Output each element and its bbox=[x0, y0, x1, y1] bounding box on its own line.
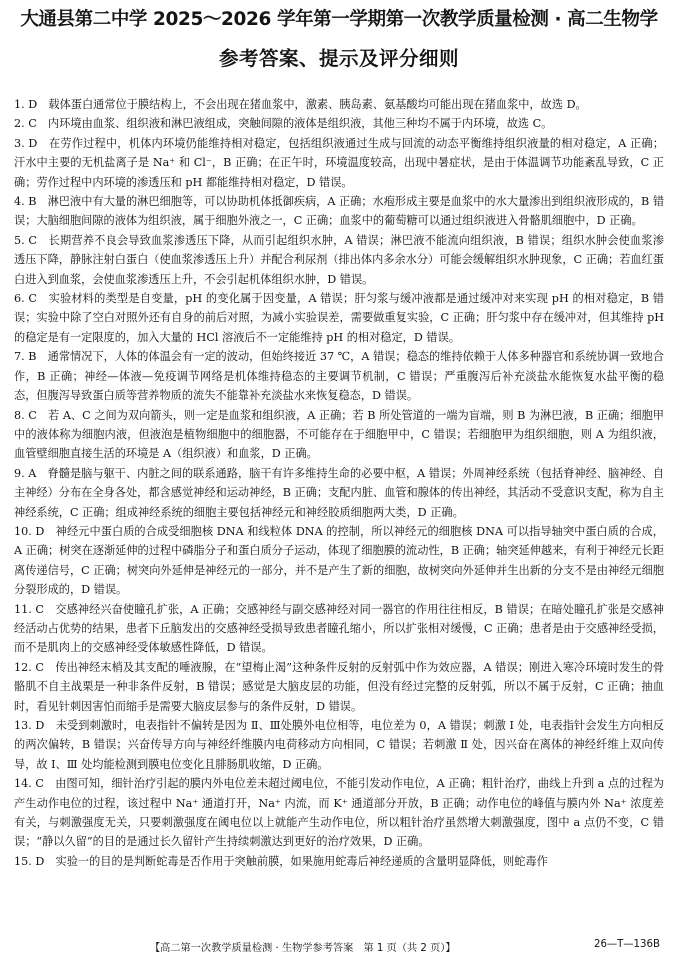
answer-item bbox=[14, 231, 664, 289]
answer-explanation: 传出神经末梢及其支配的唾液腺，在“望梅止渴”这种条件反射的反射弧中作为效应器，A 错误；刚进入寒冷环境时发生的骨骼肌不自主战栗是一种非条件反射，B 错误；感觉是大脑皮层的功能，但没有经过完整的反射弧，所以不属于反射，C 正确；抽血时，看见针刺因害怕而缩手是需要大脑皮层参与的条件反射，D 错误。 bbox=[14, 660, 664, 713]
answer-explanation: 实验一的目的是判断蛇毒是否作用于突触前膜，如果施用蛇毒后神经递质的含量明显降低，则蛇毒作 bbox=[55, 854, 548, 868]
answer-item bbox=[14, 852, 664, 871]
answer-item bbox=[14, 406, 664, 464]
answer-number: 15. D bbox=[14, 854, 45, 868]
answer-explanation: 载体蛋白通常位于膜结构上，不会出现在猪血浆中，激素、胰岛素、氨基酸均可能出现在猪血浆中，故选 D。 bbox=[48, 98, 587, 111]
answer-explanation: 实验材料的类型是自变量，pH 的变化属于因变量，A 错误；肝匀浆与缓冲液都是通过缓冲对来实现 pH 的相对稳定，B 错误；实验中除了空白对照外还有自身的前后对照，为减小实验误差，需要做重复实验，C 正确；肝匀浆中存在缓冲对，但其维持 pH 的稳定是有一定限度的，加入大量的 HCl 溶液后不一定能维持 pH 的相对稳定，D 错误。 bbox=[14, 292, 664, 344]
answer-explanation: 内环境由血浆、组织液和淋巴液组成，突触间隙的液体是组织液，其他三种均不属于内环境，故选 C。 bbox=[48, 117, 553, 131]
answer-item bbox=[14, 716, 664, 774]
answer-explanation: 由图可知，细针治疗引起的膜内外电位差未超过阈电位，不能引发动作电位，A 正确；粗针治疗，曲线上升到 a 点的过程为产生动作电位的过程，该过程中 Na⁺ 通道打开，Na⁺ 内流，而 K⁺ 通道部分开放，B 正确；动作电位的峰值与膜内外 Na⁺ 浓度差有关，与刺激强度无关，只要刺激强度在阈电位以上就能产生动作电位，所以粗针治疗虽然增大刺激强度，图中 a 点仍不变，C 错误；“静以久留”的目的是通过长久留针产生持续刺激达到更好的治疗效果，D 正确。 bbox=[14, 777, 664, 849]
footer-page-info: 【高二第一次教学质量检测 · 生物学参考答案 第 1 页（共 2 页）】 bbox=[150, 943, 456, 954]
answer-number: 7. B bbox=[14, 350, 37, 364]
answer-item bbox=[14, 464, 664, 522]
answer-explanation: 淋巴液中有大量的淋巴细胞等，可以协助机体抵御疾病，A 正确；水疱形成主要是血浆中的水大量渗出到组织液形成的，B 错误；大脑细胞间隙的液体为组织液，属于细胞外液之一，C 正确；血浆中的葡萄糖可以通过组织液进入骨骼肌细胞中，D 正确。 bbox=[14, 195, 664, 228]
answer-number: 12. C bbox=[14, 660, 44, 674]
answer-number: 4. B bbox=[14, 195, 37, 209]
answer-explanation: 长期营养不良会导致血浆渗透压下降，从而引起组织水肿，A 错误；淋巴液不能流向组织液，B 错误；组织水肿会使血浆渗透压下降，静脉注射白蛋白（使血浆渗透压上升）并配合利尿剂（排出体内多余水分）可能会缓解组织水肿现象，C 正确；若血红蛋白进入到血浆，会使血浆渗透压上升，不会引起机体组织水肿，D 错误。 bbox=[14, 233, 664, 286]
answer-number: 10. D bbox=[14, 524, 45, 538]
answer-explanation: 在劳作过程中，机体内环境仍能维持相对稳定，包括组织液通过生成与回流的动态平衡维持组织液量的相对稳定，A 正确；汗水中主要的无机盐离子是 Na⁺ 和 Cl⁻，B 正确；在正午时，环境温度较高，出现中暑症状，是由于体温调节功能紊乱导致，C 正确；劳作过程中内环境的渗透压和 pH 都能维持相对稳定，D 错误。 bbox=[14, 136, 664, 189]
answer-number: 6. C bbox=[14, 292, 37, 306]
answer-number: 9. A bbox=[14, 466, 37, 480]
page-title: 大通县第二中学 2025～2026 学年第一学期第一次教学质量检测 · 高二生物学 bbox=[20, 9, 658, 30]
answer-item bbox=[14, 289, 664, 347]
answer-number: 13. D bbox=[14, 719, 45, 732]
answer-explanation: 交感神经兴奋使瞳孔扩张，A 正确；交感神经与副交感神经对同一器官的作用往往相反，B 错误；在暗处瞳孔扩张是交感神经活动占优势的结果，患者下丘脑发出的交感神经受损导致患者瞳孔缩小，所以扩张相对缓慢，C 正确；患者是由于交感神经受损，而不是肌肉上的交感神经受体敏感性降低，D 错误。 bbox=[14, 602, 664, 655]
answer-item bbox=[14, 114, 664, 133]
answer-explanation: 未受到刺激时，电表指针不偏转是因为 Ⅱ、Ⅲ处膜外电位相等，电位差为 0，A 错误；刺激 Ⅰ 处，电表指针会发生方向相反的两次偏转，B 错误；兴奋传导方向与神经纤维膜内电荷移动方向相同，C 错误；若刺激 Ⅱ 处，因兴奋在离体的神经纤维上双向传导，故 Ⅰ、Ⅲ 处均能检测到膜电位变化且腓肠肌收缩，D 正确。 bbox=[14, 719, 664, 771]
answer-item bbox=[14, 134, 664, 192]
answer-explanation: 脊髓是脑与躯干、内脏之间的联系通路，脑干有许多维持生命的必要中枢，A 错误；外周神经系统（包括脊神经、脑神经、自主神经）分布在全身各处，都含感觉神经和运动神经，B 正确；支配内脏、血管和腺体的传出神经，其活动不受意识支配，称为自主神经系统，C 正确；组成神经系统的细胞主要包括神经元和神经胶质细胞两大类，D 正确。 bbox=[14, 466, 664, 519]
answer-explanation: 通常情况下，人体的体温会有一定的波动，但始终接近 37 ℃，A 错误；稳态的维持依赖于人体多种器官和系统协调一致地合作，B 正确；神经—体液—免疫调节网络是机体维持稳态的主要调节机制，C 错误；严重腹泻后补充淡盐水能恢复水盐平衡的稳态，但腹泻导致蛋白质等营养物质的流失不能靠补充淡盐水来恢复稳态，D 错误。 bbox=[14, 350, 664, 403]
page-subtitle: 参考答案、提示及评分细则 bbox=[218, 47, 459, 70]
answer-explanation: 神经元中蛋白质的合成受细胞核 DNA 和线粒体 DNA 的控制，所以神经元的细胞核 DNA 可以指导轴突中蛋白质的合成，A 正确；树突在逐渐延伸的过程中磷脂分子和蛋白质分子运动，体现了细胞膜的流动性，B 正确；轴突延伸越来，有利于神经元长距离传递信号，C 正确；树突向外延伸是神经元的一部分，并不是产生了新的细胞，故树突向外延伸并生出新的分支不是由神经元细胞分裂形成的，D 错误。 bbox=[14, 524, 664, 597]
page-footer bbox=[0, 939, 678, 955]
answer-number: 2. C bbox=[14, 117, 37, 131]
answer-item bbox=[14, 600, 664, 658]
footer-document-code: 26—T—136B bbox=[594, 939, 660, 950]
answer-number: 3. D bbox=[14, 136, 38, 150]
answer-number: 1. D bbox=[14, 98, 38, 111]
answer-item bbox=[14, 192, 664, 231]
answer-number: 14. C bbox=[14, 777, 44, 791]
answer-list bbox=[14, 95, 664, 871]
answer-item bbox=[14, 774, 664, 852]
answer-number: 5. C bbox=[14, 233, 37, 247]
answer-number: 11. C bbox=[14, 602, 44, 616]
answer-item bbox=[14, 658, 664, 716]
answer-number: 8. C bbox=[14, 408, 37, 422]
answer-item bbox=[14, 347, 664, 405]
answer-item bbox=[14, 95, 664, 114]
answer-explanation: 若 A、C 之间为双向箭头，则一定是血浆和组织液，A 正确；若 B 所处管道的一端为盲端，则 B 为淋巴液，B 正确；细胞甲中的液体称为细胞内液，但液泡是植物细胞中的细胞器，不可能存在于细胞甲中，C 错误；若细胞甲为组织细胞，则 A 为组织液，血管壁细胞直接生活的环境是 A（组织液）和血浆，D 正确。 bbox=[14, 408, 664, 461]
answer-item bbox=[14, 522, 664, 600]
